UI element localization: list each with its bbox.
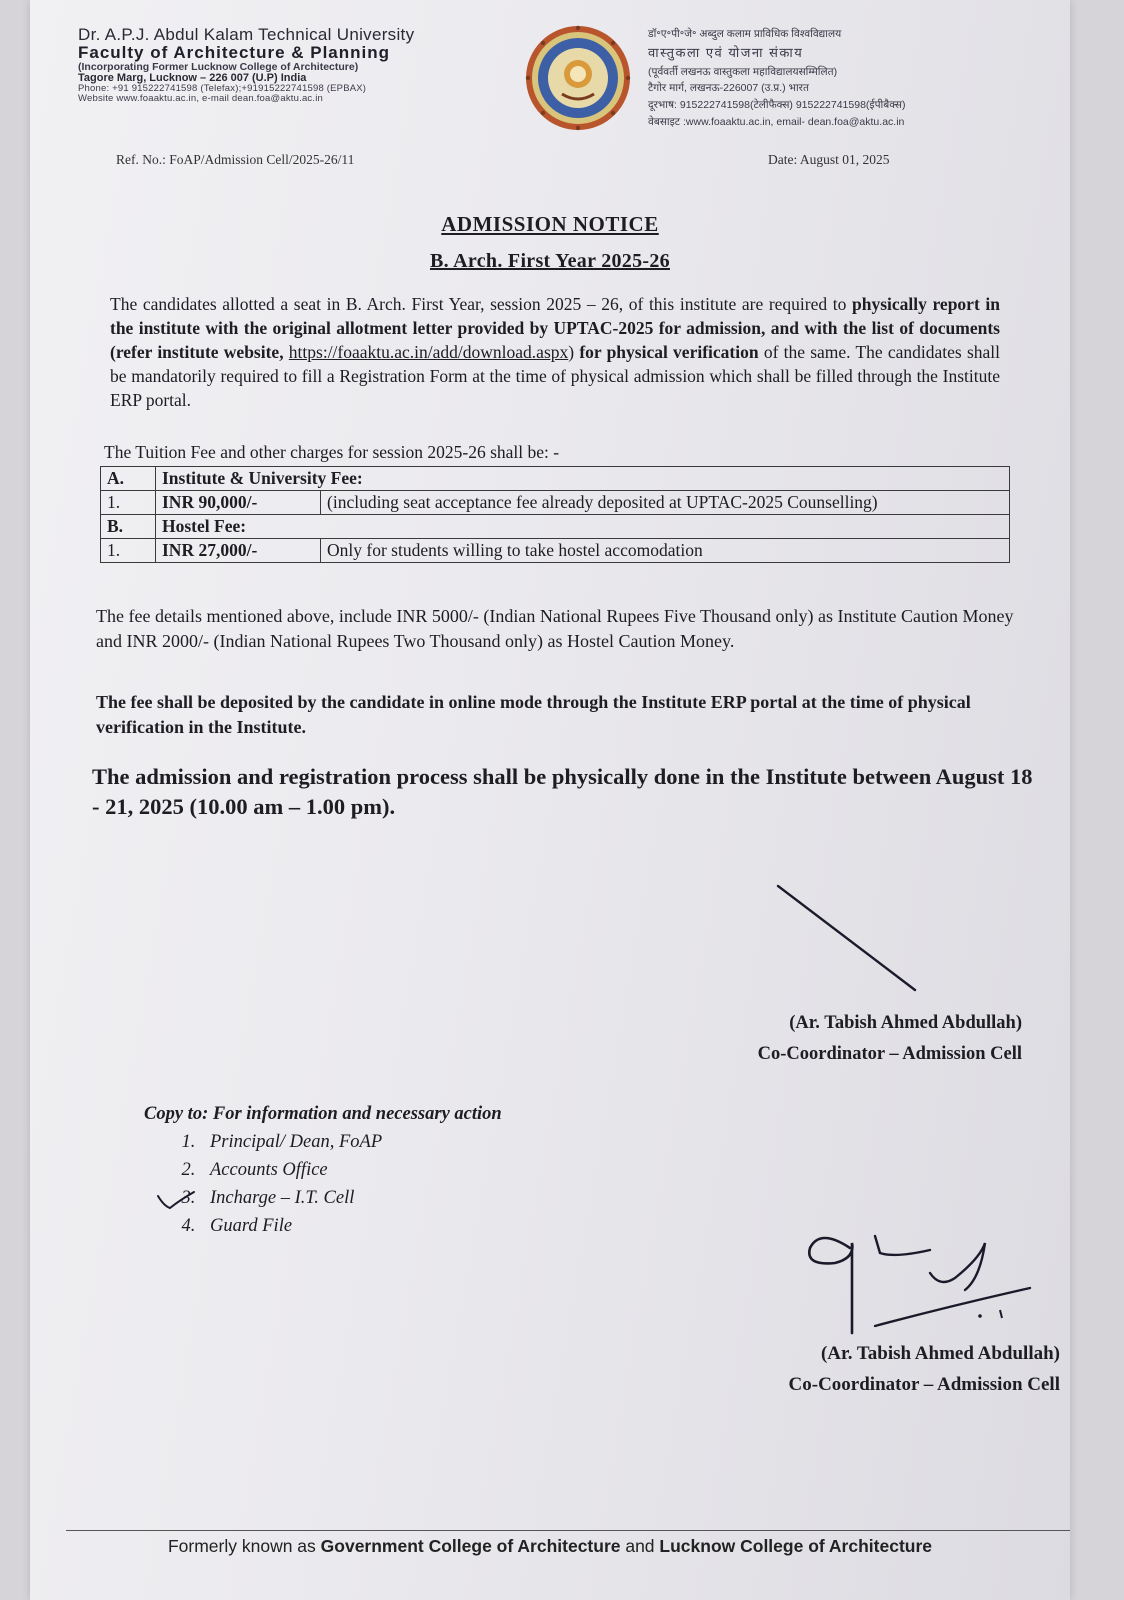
- footer-divider: [66, 1530, 1070, 1531]
- list-item: 4. Guard File: [200, 1212, 502, 1240]
- intro-text: The candidates allotted a seat in B. Arch. First Year, session 2025 – 26, of this institute are required to: [110, 294, 852, 314]
- section-heading: Institute & University Fee:: [156, 467, 1010, 491]
- table-row: [101, 467, 1010, 491]
- fee-intro: The Tuition Fee and other charges for session 2025-26 shall be: -: [104, 442, 560, 462]
- intro-paragraph: [110, 292, 1000, 412]
- copy-to-list: [144, 1100, 502, 1240]
- reference-number: Ref. No.: FoAP/Admission Cell/2025-26/11: [116, 152, 355, 167]
- footer-part: Lucknow College of Architecture: [659, 1536, 933, 1556]
- table-row: [101, 539, 1010, 563]
- notice-page: [30, 0, 1070, 1600]
- fee-description: (including seat acceptance fee already deposited at UPTAC-2025 Counselling): [321, 491, 1010, 515]
- fee-amount: INR 27,000/-: [156, 539, 321, 563]
- checkmark-icon: [156, 1188, 196, 1212]
- fee-amount: INR 90,000/-: [156, 491, 321, 515]
- signature-icon: [780, 1218, 1040, 1348]
- phone-line: Phone: +91 915222741598 (Telefax);+91915222741598 (EPBAX): [78, 83, 367, 95]
- signatory-role: Co-Coordinator – Admission Cell: [788, 1374, 1060, 1395]
- university-name: Dr. A.P.J. Abdul Kalam Technical University: [78, 25, 415, 44]
- section-label: B.: [101, 515, 156, 539]
- page-subtitle: B. Arch. First Year 2025-26: [430, 250, 670, 272]
- signatory-role: Co-Coordinator – Admission Cell: [757, 1044, 1022, 1064]
- address-line: Tagore Marg, Lucknow – 226 007 (U.P) India: [78, 71, 307, 84]
- hindi-line: वास्तुकला एवं योजना संकाय: [648, 44, 804, 60]
- intro-text: of the same. The candidates shall be mandatorily required to fill a Registration Form at the time of physical admission which shall be filled through the Institute ERP portal.: [110, 342, 1001, 410]
- footer-part: Formerly known as: [167, 1536, 321, 1556]
- intro-text: ): [568, 342, 580, 362]
- footer-part: Government College of Architecture: [320, 1536, 621, 1556]
- deposit-note: The fee shall be deposited by the candidate in online mode through the Institute ERP portal at the time of physical verification in the Institute.: [96, 692, 971, 737]
- section-heading: Hostel Fee:: [156, 515, 1010, 539]
- footer-text: [30, 1536, 1070, 1557]
- row-number: 1.: [101, 491, 156, 515]
- copy-to-heading: Copy to: For information and necessary action: [144, 1104, 502, 1124]
- signature-stroke-icon: [630, 880, 930, 1000]
- university-seal-icon: [522, 22, 634, 134]
- intro-text-bold: physically report in the institute with the original allotment letter provided by UPTAC-2025 for admission, and with the list of documents (refer institute website,: [110, 294, 1000, 362]
- signatory-block: [650, 1008, 1022, 1070]
- hindi-line: (पूर्ववर्ती लखनऊ वास्तुकला महाविद्यालयसम्मिलित): [648, 65, 838, 78]
- list-item: 3. Incharge – I.T. Cell: [200, 1184, 502, 1212]
- signatory-name: (Ar. Tabish Ahmed Abdullah): [789, 1013, 1022, 1033]
- notice-date: Date: August 01, 2025: [768, 152, 890, 167]
- row-number: 1.: [101, 539, 156, 563]
- fee-table: [100, 466, 1010, 563]
- footer-part: and: [620, 1536, 660, 1556]
- signatory-name: (Ar. Tabish Ahmed Abdullah): [820, 1343, 1060, 1364]
- intro-text-bold: for physical verification: [579, 342, 759, 362]
- letterhead-hindi: [648, 26, 1028, 131]
- hindi-line: दूरभाष: 915222741598(टेलीफैक्स) 915222741598(ईपीबैक्स): [648, 99, 906, 112]
- hindi-line: वेबसाइट :www.foaaktu.ac.in, email- dean.foa@aktu.ac.in: [648, 115, 905, 128]
- table-row: [101, 491, 1010, 515]
- process-note: The admission and registration process shall be physically done in the Institute between August 18 - 21, 2025 (10.00 am – 1.00 pm).: [92, 764, 1033, 819]
- hindi-line: टैगोर मार्ग, लखनऊ-226007 (उ.प्र.) भारत: [648, 82, 809, 95]
- hindi-line: डॉ॰ए॰पी॰जे॰ अब्दुल कलाम प्राविधिक विश्वविद्यालय: [648, 28, 842, 40]
- list-item: 1. Principal/ Dean, FoAP: [200, 1128, 502, 1156]
- section-label: A.: [101, 467, 156, 491]
- faculty-name: Faculty of Architecture & Planning: [78, 42, 391, 62]
- table-row: [101, 515, 1010, 539]
- fee-description: Only for students willing to take hostel accomodation: [321, 539, 1010, 563]
- download-link[interactable]: https://foaaktu.ac.in/add/download.aspx: [288, 342, 569, 362]
- list-item: 2. Accounts Office: [200, 1156, 502, 1184]
- incorporating-line: (Incorporating Former Lucknow College of Architecture): [78, 60, 359, 73]
- website-line: Website www.foaaktu.ac.in, e-mail dean.foa@aktu.ac.in: [78, 93, 324, 105]
- signatory-block: [670, 1338, 1060, 1400]
- letterhead-english: [78, 26, 538, 104]
- fee-note: The fee details mentioned above, include INR 5000/- (Indian National Rupees Five Thousand only) as Institute Caution Money and INR 2000/- (Indian National Rupees Two Thousand only) as Hostel Caution Money.: [96, 606, 1014, 651]
- page-title: ADMISSION NOTICE: [441, 212, 659, 236]
